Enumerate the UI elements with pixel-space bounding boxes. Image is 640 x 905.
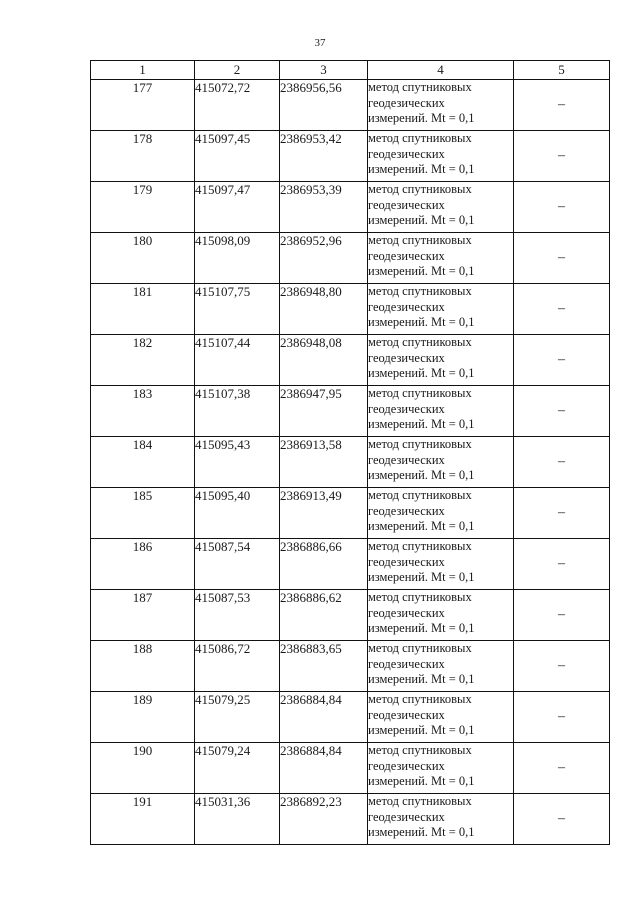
x-coordinate-cell: 415098,09	[195, 233, 280, 284]
method-text-line: метод спутниковых	[368, 182, 472, 196]
table-row	[91, 539, 610, 590]
method-cell	[368, 335, 514, 386]
table-row	[91, 233, 610, 284]
header-col-3: 3	[280, 61, 368, 80]
x-coordinate-cell: 415087,54	[195, 539, 280, 590]
method-text-line: геодезических	[368, 299, 445, 314]
method-text-line: метод спутниковых	[368, 284, 472, 298]
y-coordinate-cell: 2386956,56	[280, 80, 368, 131]
method-text-line: геодезических	[368, 197, 445, 212]
y-coordinate-cell: 2386892,23	[280, 794, 368, 845]
table-row	[91, 386, 610, 437]
method-cell	[368, 131, 514, 182]
point-number-cell: 189	[91, 692, 195, 743]
column-5-cell: –	[514, 131, 610, 182]
method-cell	[368, 437, 514, 488]
method-text-line: геодезических	[368, 809, 445, 824]
x-coordinate-cell: 415097,45	[195, 131, 280, 182]
method-text-line: метод спутниковых	[368, 743, 472, 757]
method-text-line: геодезических	[368, 146, 445, 161]
header-col-2: 2	[195, 61, 280, 80]
method-cell	[368, 233, 514, 284]
column-5-cell: –	[514, 590, 610, 641]
column-5-cell: –	[514, 488, 610, 539]
method-text-line: измерений. Mt = 0,1	[368, 111, 475, 125]
column-5-cell: –	[514, 794, 610, 845]
table-row	[91, 641, 610, 692]
x-coordinate-cell: 415095,43	[195, 437, 280, 488]
table-row	[91, 590, 610, 641]
x-coordinate-cell: 415072,72	[195, 80, 280, 131]
method-text-line: измерений. Mt = 0,1	[368, 621, 475, 635]
method-text-line: геодезических	[368, 707, 445, 722]
method-cell	[368, 743, 514, 794]
x-coordinate-cell: 415086,72	[195, 641, 280, 692]
table-row	[91, 488, 610, 539]
method-text-line: метод спутниковых	[368, 437, 472, 451]
method-text-line: геодезических	[368, 503, 445, 518]
column-5-cell: –	[514, 182, 610, 233]
method-text-line: метод спутниковых	[368, 80, 472, 94]
method-text-line: геодезических	[368, 248, 445, 263]
y-coordinate-cell: 2386883,65	[280, 641, 368, 692]
point-number-cell: 190	[91, 743, 195, 794]
y-coordinate-cell: 2386913,49	[280, 488, 368, 539]
method-text-line: метод спутниковых	[368, 488, 472, 502]
column-5-cell: –	[514, 233, 610, 284]
method-text-line: измерений. Mt = 0,1	[368, 723, 475, 737]
y-coordinate-cell: 2386884,84	[280, 692, 368, 743]
method-cell	[368, 80, 514, 131]
point-number-cell: 185	[91, 488, 195, 539]
y-coordinate-cell: 2386948,08	[280, 335, 368, 386]
method-text-line: метод спутниковых	[368, 794, 472, 808]
point-number-cell: 182	[91, 335, 195, 386]
method-text-line: геодезических	[368, 758, 445, 773]
method-cell	[368, 488, 514, 539]
method-text-line: измерений. Mt = 0,1	[368, 519, 475, 533]
table-row	[91, 692, 610, 743]
x-coordinate-cell: 415095,40	[195, 488, 280, 539]
y-coordinate-cell: 2386953,39	[280, 182, 368, 233]
method-text-line: измерений. Mt = 0,1	[368, 366, 475, 380]
method-cell	[368, 641, 514, 692]
y-coordinate-cell: 2386952,96	[280, 233, 368, 284]
method-text-line: метод спутниковых	[368, 335, 472, 349]
column-5-cell: –	[514, 641, 610, 692]
column-5-cell: –	[514, 743, 610, 794]
column-5-cell: –	[514, 80, 610, 131]
method-cell	[368, 590, 514, 641]
y-coordinate-cell: 2386886,66	[280, 539, 368, 590]
table-row	[91, 182, 610, 233]
header-col-1: 1	[91, 61, 195, 80]
method-text-line: метод спутниковых	[368, 641, 472, 655]
column-5-cell: –	[514, 692, 610, 743]
method-text-line: геодезических	[368, 350, 445, 365]
table-body	[91, 80, 610, 845]
header-col-5: 5	[514, 61, 610, 80]
table-row	[91, 335, 610, 386]
x-coordinate-cell: 415031,36	[195, 794, 280, 845]
method-text-line: метод спутниковых	[368, 539, 472, 553]
column-5-cell: –	[514, 539, 610, 590]
method-text-line: измерений. Mt = 0,1	[368, 825, 475, 839]
table-row	[91, 284, 610, 335]
page-number: 37	[314, 37, 326, 49]
y-coordinate-cell: 2386884,84	[280, 743, 368, 794]
x-coordinate-cell: 415079,25	[195, 692, 280, 743]
x-coordinate-cell: 415107,44	[195, 335, 280, 386]
table-row	[91, 131, 610, 182]
method-cell	[368, 794, 514, 845]
table-row	[91, 743, 610, 794]
y-coordinate-cell: 2386886,62	[280, 590, 368, 641]
point-number-cell: 184	[91, 437, 195, 488]
header-col-4: 4	[368, 61, 514, 80]
method-text-line: измерений. Mt = 0,1	[368, 468, 475, 482]
method-text-line: измерений. Mt = 0,1	[368, 162, 475, 176]
table-row	[91, 80, 610, 131]
coordinates-table	[90, 60, 610, 845]
method-text-line: измерений. Mt = 0,1	[368, 264, 475, 278]
method-cell	[368, 539, 514, 590]
method-cell	[368, 182, 514, 233]
method-cell	[368, 386, 514, 437]
method-text-line: метод спутниковых	[368, 233, 472, 247]
method-text-line: геодезических	[368, 95, 445, 110]
method-text-line: геодезических	[368, 554, 445, 569]
table-row	[91, 437, 610, 488]
method-text-line: геодезических	[368, 401, 445, 416]
x-coordinate-cell: 415087,53	[195, 590, 280, 641]
point-number-cell: 181	[91, 284, 195, 335]
x-coordinate-cell: 415079,24	[195, 743, 280, 794]
method-text-line: метод спутниковых	[368, 590, 472, 604]
point-number-cell: 187	[91, 590, 195, 641]
table-row	[91, 794, 610, 845]
y-coordinate-cell: 2386947,95	[280, 386, 368, 437]
method-cell	[368, 692, 514, 743]
y-coordinate-cell: 2386953,42	[280, 131, 368, 182]
point-number-cell: 180	[91, 233, 195, 284]
point-number-cell: 186	[91, 539, 195, 590]
method-text-line: измерений. Mt = 0,1	[368, 774, 475, 788]
point-number-cell: 191	[91, 794, 195, 845]
method-text-line: геодезических	[368, 452, 445, 467]
method-text-line: измерений. Mt = 0,1	[368, 672, 475, 686]
y-coordinate-cell: 2386948,80	[280, 284, 368, 335]
point-number-cell: 183	[91, 386, 195, 437]
method-text-line: метод спутниковых	[368, 692, 472, 706]
method-text-line: геодезических	[368, 656, 445, 671]
method-text-line: измерений. Mt = 0,1	[368, 213, 475, 227]
column-5-cell: –	[514, 335, 610, 386]
point-number-cell: 188	[91, 641, 195, 692]
method-cell	[368, 284, 514, 335]
method-text-line: измерений. Mt = 0,1	[368, 315, 475, 329]
x-coordinate-cell: 415107,75	[195, 284, 280, 335]
method-text-line: метод спутниковых	[368, 131, 472, 145]
point-number-cell: 178	[91, 131, 195, 182]
column-5-cell: –	[514, 386, 610, 437]
column-5-cell: –	[514, 437, 610, 488]
column-5-cell: –	[514, 284, 610, 335]
method-text-line: геодезических	[368, 605, 445, 620]
y-coordinate-cell: 2386913,58	[280, 437, 368, 488]
x-coordinate-cell: 415097,47	[195, 182, 280, 233]
point-number-cell: 177	[91, 80, 195, 131]
x-coordinate-cell: 415107,38	[195, 386, 280, 437]
method-text-line: метод спутниковых	[368, 386, 472, 400]
point-number-cell: 179	[91, 182, 195, 233]
method-text-line: измерений. Mt = 0,1	[368, 570, 475, 584]
method-text-line: измерений. Mt = 0,1	[368, 417, 475, 431]
table-header-row	[91, 61, 610, 80]
